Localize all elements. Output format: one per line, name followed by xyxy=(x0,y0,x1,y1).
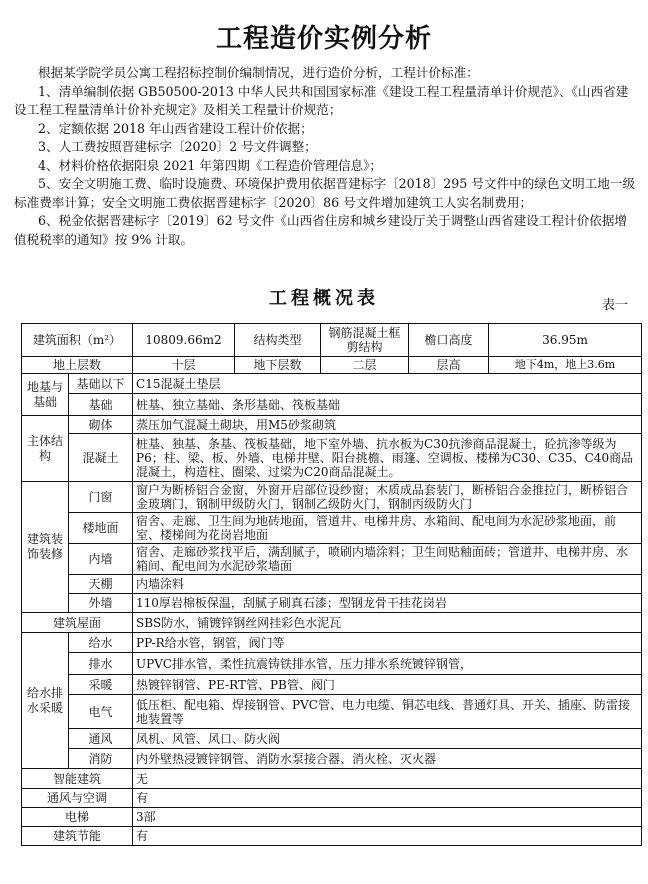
item-desc: 宿舍、走廊砂浆找平后，满刮腻子，喷刷内墙涂料；卫生间贴釉面砖；管道井、电梯井房、水箱间、配电间为水泥砂浆墙面 xyxy=(133,544,642,575)
roof-label: 建筑屋面 xyxy=(22,613,133,633)
floor-height-label: 层高 xyxy=(409,357,489,374)
group-structure: 主体结构 xyxy=(22,416,69,482)
item-desc: PP-R给水管，钢管，阀门等 xyxy=(133,633,642,653)
structure-type-label: 结构类型 xyxy=(235,324,321,357)
table-row xyxy=(22,324,642,357)
table-row xyxy=(22,357,642,374)
item-label: 天棚 xyxy=(69,575,133,594)
item-desc: 内墙涂料 xyxy=(133,575,642,594)
item-desc: 110厚岩棉板保温，刮腻子刷真石漆；型钢龙骨干挂花岗岩 xyxy=(133,594,642,613)
table-row xyxy=(22,789,642,808)
item-label: 排水 xyxy=(69,653,133,675)
item-desc: 桩基、独基、条基、筏板基础，地下室外墙、抗水板为C30抗渗商品混凝土，砼抗渗等级为P6；柱、梁、板、外墙、电梯井壁、阳台挑檐、雨篷、空调板、楼梯为C30、C35、C40商品混凝土，构造柱、圈梁、过梁为C20商品混凝土。 xyxy=(133,434,642,482)
group-decoration: 建筑装饰装修 xyxy=(22,482,69,613)
intro-paragraph: 3、人工费按照晋建标字〔2020〕2 号文件调整； xyxy=(38,139,317,154)
intro-paragraph: 1、清单编制依据 GB50500-2013 中华人民共和国国家标准《建设工程工程量清单计价规范》、《山西省建设工程工程量清单计价补充规定》及相关工程量计价规范； xyxy=(14,83,629,117)
item-label: 电气 xyxy=(69,695,133,729)
tail-value: 无 xyxy=(133,769,642,789)
item-desc: UPVC排水管，柔性抗震铸铁排水管，压力排水系统镀锌钢管， xyxy=(133,653,642,675)
item-desc: 窗户为断桥铝合金窗，外窗开启部位设纱窗；木质成品套装门，断桥铝合金推拉门，断桥铝合金玻璃门，钢制甲级防火门，钢制乙级防火门，钢制丙级防火门 xyxy=(133,482,642,513)
table-row xyxy=(22,513,642,544)
item-desc: 风机、风管、风口、防火阀 xyxy=(133,729,642,749)
item-desc: 桩基、独立基础、条形基础、筏板基础 xyxy=(133,394,642,416)
item-label: 给水 xyxy=(69,633,133,653)
table-row xyxy=(22,729,642,749)
tail-label: 电梯 xyxy=(22,808,133,827)
table-row xyxy=(22,394,642,416)
group-mep: 给水排水采暖 xyxy=(22,633,69,769)
table-title: 工程概况表 xyxy=(269,288,379,309)
tail-label: 通风与空调 xyxy=(22,789,133,808)
floors-above-value: 十层 xyxy=(133,357,235,374)
item-desc: 低压柜、配电箱、焊接钢管、PVC管、电力电缆、铜芯电线、普通灯具、开关、插座、防雷接地装置等 xyxy=(133,695,642,729)
item-desc: 内外壁热浸镀锌钢管、消防水泵接合器、消火栓、灭火器 xyxy=(133,749,642,769)
item-label: 外墙 xyxy=(69,594,133,613)
tail-value: 有 xyxy=(133,789,642,808)
intro-paragraph: 5、安全文明施工费、临时设施费、环境保护费用依据晋建标字〔2018〕295 号文件中的绿色文明工地一级标准费率计算；安全文明施工费依据晋建标字〔2020〕86 号文件增加建筑工人实名制费用； xyxy=(14,176,636,210)
group-foundation: 地基与基础 xyxy=(22,374,69,416)
floor-height-value: 地下4m，地上3.6m xyxy=(489,357,642,374)
roof-desc: SBS防水，铺镀锌钢丝网挂彩色水泥瓦 xyxy=(133,613,642,633)
floors-below-label: 地下层数 xyxy=(235,357,321,374)
item-label: 砌体 xyxy=(69,416,133,434)
eave-height-value: 36.95m xyxy=(489,324,642,357)
table-row xyxy=(22,633,642,653)
table-row xyxy=(22,769,642,789)
item-desc: 热镀锌钢管、PE-RT管、PB管、阀门 xyxy=(133,675,642,695)
table-row xyxy=(22,653,642,675)
table-row xyxy=(22,416,642,434)
item-label: 混凝土 xyxy=(69,434,133,482)
area-label: 建筑面积（m²） xyxy=(22,324,133,357)
table-row xyxy=(22,594,642,613)
item-label: 采暖 xyxy=(69,675,133,695)
floors-below-value: 二层 xyxy=(321,357,409,374)
intro-paragraph: 4、材料价格依据阳泉 2021 年第四期《工程造价管理信息》； xyxy=(38,157,383,173)
table-row xyxy=(22,675,642,695)
tail-value: 3部 xyxy=(133,808,642,827)
project-overview-table xyxy=(21,323,642,846)
item-desc: 蒸压加气混凝土砌块，用M5砂浆砌筑 xyxy=(133,416,642,434)
area-value: 10809.66m2 xyxy=(133,324,235,357)
table-number: 表一 xyxy=(601,298,628,313)
table-row xyxy=(22,695,642,729)
table-row xyxy=(22,374,642,394)
table-row xyxy=(22,575,642,594)
tail-value: 有 xyxy=(133,827,642,846)
table-row xyxy=(22,827,642,846)
item-desc: 宿舍、走廊、卫生间为地砖地面，管道井、电梯井房、水箱间、配电间为水泥砂浆地面，前室、楼梯间为花岗岩地面 xyxy=(133,513,642,544)
table-row xyxy=(22,544,642,575)
page-title: 工程造价实例分析 xyxy=(215,24,432,54)
item-label: 通风 xyxy=(69,729,133,749)
tail-label: 智能建筑 xyxy=(22,769,133,789)
item-label: 门窗 xyxy=(69,482,133,513)
table-row xyxy=(22,434,642,482)
item-label: 基础以下 xyxy=(69,374,133,394)
intro-paragraph: 6、税金依据晋建标字〔2019〕62 号文件《山西省住房和城乡建设厅关于调整山西省建设工程计价依据增值税税率的通知》按 9% 计取。 xyxy=(14,213,628,247)
table-row xyxy=(22,482,642,513)
item-label: 楼地面 xyxy=(69,513,133,544)
intro-paragraph: 2、定额依据 2018 年山西省建设工程计价依据； xyxy=(38,120,313,136)
floors-above-label: 地上层数 xyxy=(22,357,133,374)
structure-type-value: 钢筋混凝土框剪结构 xyxy=(321,324,409,357)
item-desc: C15混凝土垫层 xyxy=(133,374,642,394)
intro-paragraph: 根据某学院学员公寓工程招标控制价编制情况，进行造价分析，工程计价标准： xyxy=(38,65,479,80)
tail-label: 建筑节能 xyxy=(22,827,133,846)
table-row xyxy=(22,749,642,769)
item-label: 消防 xyxy=(69,749,133,769)
table-row xyxy=(22,808,642,827)
eave-height-label: 檐口高度 xyxy=(409,324,489,357)
table-row xyxy=(22,613,642,633)
item-label: 内墙 xyxy=(69,544,133,575)
intro-text xyxy=(14,64,638,249)
item-label: 基础 xyxy=(69,394,133,416)
